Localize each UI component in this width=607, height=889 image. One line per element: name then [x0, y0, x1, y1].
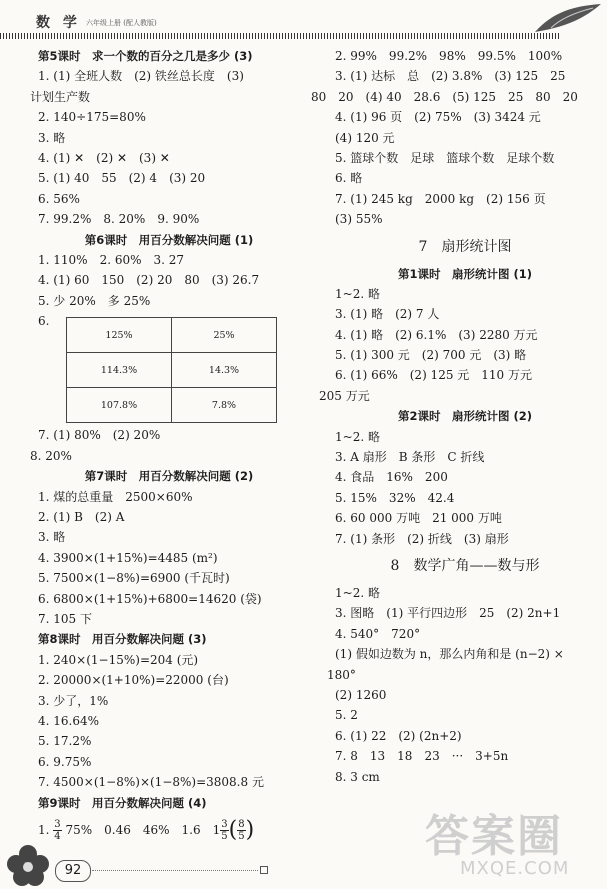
answer-line: 4. 16.64%: [38, 713, 100, 728]
answer-line: 5. 15% 32% 42.4: [335, 490, 455, 505]
table-row: [67, 318, 277, 353]
item-number: 1.: [38, 822, 50, 837]
answer-line: 5. 少 20% 多 25%: [38, 293, 151, 308]
answer-line: 3. 少了，1%: [38, 693, 109, 708]
answer-line: 7. 105 下: [38, 611, 92, 626]
answer-line: 80 20 (4) 40 28.6 (5) 125 25 80 20: [311, 89, 578, 104]
answer-line: 6.: [38, 314, 50, 329]
answer-line: 3. 略: [38, 130, 66, 145]
answer-line: 5. (1) 300 元 (2) 700 元 (3) 略: [335, 348, 527, 363]
answer-line: 4. (1) 60 150 (2) 20 80 (3) 26.7: [38, 273, 260, 288]
answer-line: 1. (1) 全班人数 (2) 铁丝总长度 (3): [38, 69, 244, 84]
header-rule: [0, 33, 560, 39]
answer-line: 5. 2: [335, 708, 358, 723]
answer-line: 7. 4500×(1−8%)×(1−8%)=3808.8 元: [38, 775, 264, 790]
answer-line: 2. (1) B (2) A: [38, 510, 125, 525]
flower-ornament-icon: [2, 840, 54, 888]
lesson-heading: 第5课时 求一个数的百分之几是多少 (3): [38, 49, 253, 63]
answer-line: (4) 120 元: [335, 130, 395, 145]
paren-close: ): [245, 817, 255, 843]
denominator: 5: [238, 830, 245, 842]
table-cell: 14.3%: [172, 353, 277, 388]
page-header: [0, 0, 607, 42]
right-column: [311, 46, 595, 787]
answer-line: 2. 140÷175=80%: [38, 110, 146, 125]
numerator: 3: [221, 818, 228, 830]
answer-line: 7. (1) 80% (2) 20%: [38, 428, 161, 443]
answer-line: 4. 食品 16% 200: [335, 470, 448, 485]
answer-line: 1. 110% 2. 60% 3. 27: [38, 252, 185, 267]
answer-line: 7. (1) 245 kg 2000 kg (2) 156 页: [335, 191, 546, 206]
answer-line: (2) 1260: [335, 687, 387, 702]
footer-end-mark: [260, 866, 268, 874]
answer-line: 6. (1) 22 (2) (2n+2): [335, 728, 462, 743]
percent-table: [66, 317, 277, 423]
answer-line: (1) 假如边数为 n，那么内角和是 (n−2) ×: [335, 647, 564, 662]
table-row: [67, 353, 277, 388]
denominator: 4: [54, 830, 61, 842]
table-cell: 125%: [67, 318, 172, 353]
chapter-title: 7 扇形统计图: [418, 238, 512, 255]
lesson-heading: 第7课时 用百分数解决问题 (2): [84, 469, 254, 484]
chapter-title: 8 数学广角——数与形: [390, 557, 540, 574]
answer-line: 4. (1) 略 (2) 6.1% (3) 2280 万元: [335, 327, 538, 342]
answer-line: 5. 17.2%: [38, 734, 92, 749]
answer-line: 8. 20%: [30, 448, 72, 463]
answer-line: 2. 99% 99.2% 98% 99.5% 100%: [335, 49, 563, 63]
leaf-ornament-icon: [533, 2, 603, 36]
answer-line: 1. 煤的总重量 2500×60%: [38, 489, 193, 504]
grade-label: 六年级上册 (配人教版): [86, 19, 157, 27]
paren-open: (: [228, 817, 238, 843]
answer-line: 5. 7500×(1−8%)=6900 (千瓦时): [38, 571, 230, 586]
answer-line: (3) 55%: [335, 212, 383, 227]
answer-line: 7. (1) 条形 (2) 折线 (3) 扇形: [335, 531, 509, 546]
denominator: 5: [221, 830, 228, 842]
answer-line: 计划生产数: [30, 89, 91, 104]
footer-dotted-rule: [92, 870, 258, 871]
answer-line: 5. 篮球个数 足球 篮球个数 足球个数: [335, 150, 555, 165]
answer-line: 3. 略: [38, 530, 66, 545]
table-row: [67, 388, 277, 423]
table-cell: 114.3%: [67, 353, 172, 388]
left-column: [30, 46, 300, 847]
answer-line: 7. 99.2% 8. 20% 9. 90%: [38, 212, 200, 227]
answer-line: 4. 540° 720°: [335, 626, 421, 641]
answer-line: 8. 3 cm: [335, 769, 380, 784]
lesson-heading: 第1课时 扇形统计图 (1): [397, 266, 533, 281]
answer-line: 7. 8 13 18 23 ··· 3+5n: [335, 749, 509, 764]
table-cell: 7.8%: [172, 388, 277, 423]
answer-line: 1. 240×(1−15%)=204 (元): [38, 652, 199, 667]
answer-line: 205 万元: [319, 388, 370, 403]
answer-line: 1~2. 略: [335, 585, 380, 600]
table-cell: 107.8%: [67, 388, 172, 423]
lesson-heading: 第9课时 用百分数解决问题 (4): [38, 795, 207, 810]
answer-line: 6. 9.75%: [38, 754, 92, 769]
answer-line: 2. 20000×(1+10%)=22000 (台): [38, 673, 229, 688]
answer-line: 4. (1) 96 页 (2) 75% (3) 3424 元: [335, 110, 541, 125]
answer-line: 3. (1) 略 (2) 7 人: [335, 307, 440, 322]
answer-line: 5. (1) 40 55 (2) 4 (3) 20: [38, 171, 206, 186]
answer-line: 6. (1) 66% (2) 125 元 110 万元: [335, 368, 532, 383]
subject-title: 数 学: [36, 15, 81, 31]
watermark-url: MXQE.COM: [460, 858, 570, 879]
answer-line: 3. (1) 达标 总 (2) 3.8% (3) 125 25: [335, 69, 566, 84]
watermark-logo: 答案圈: [425, 811, 563, 862]
answer-line: 3. 图略 (1) 平行四边形 25 (2) 2n+1: [335, 606, 561, 621]
page-number: 92: [55, 860, 91, 882]
answer-line: 1~2. 略: [335, 286, 380, 301]
answer-line: 6. 60 000 万吨 21 000 万吨: [335, 511, 502, 526]
answer-line: 1~2. 略: [335, 429, 380, 444]
answer-line: 3. A 扇形 B 条形 C 折线: [335, 450, 485, 465]
answer-text: 75% 0.46 46% 1.6 1: [65, 822, 221, 837]
numerator: 3: [54, 818, 61, 830]
answer-line: 6. 略: [335, 171, 363, 186]
answer-line: 6. 56%: [38, 191, 80, 206]
table-cell: 25%: [172, 318, 277, 353]
answer-line: 180°: [327, 667, 356, 682]
numerator: 8: [238, 818, 245, 830]
lesson-heading: 第6课时 用百分数解决问题 (1): [84, 232, 254, 247]
answer-line: 4. (1) ✕ (2) ✕ (3) ✕: [38, 150, 170, 165]
answer-line: 4. 3900×(1+15%)=4485 (m²): [38, 550, 218, 565]
answer-line: 6. 6800×(1+15%)+6800=14620 (袋): [38, 591, 262, 606]
page-footer: [0, 830, 607, 889]
lesson-heading: 第8课时 用百分数解决问题 (3): [38, 632, 207, 647]
lesson-heading: 第2课时 扇形统计图 (2): [397, 409, 533, 424]
